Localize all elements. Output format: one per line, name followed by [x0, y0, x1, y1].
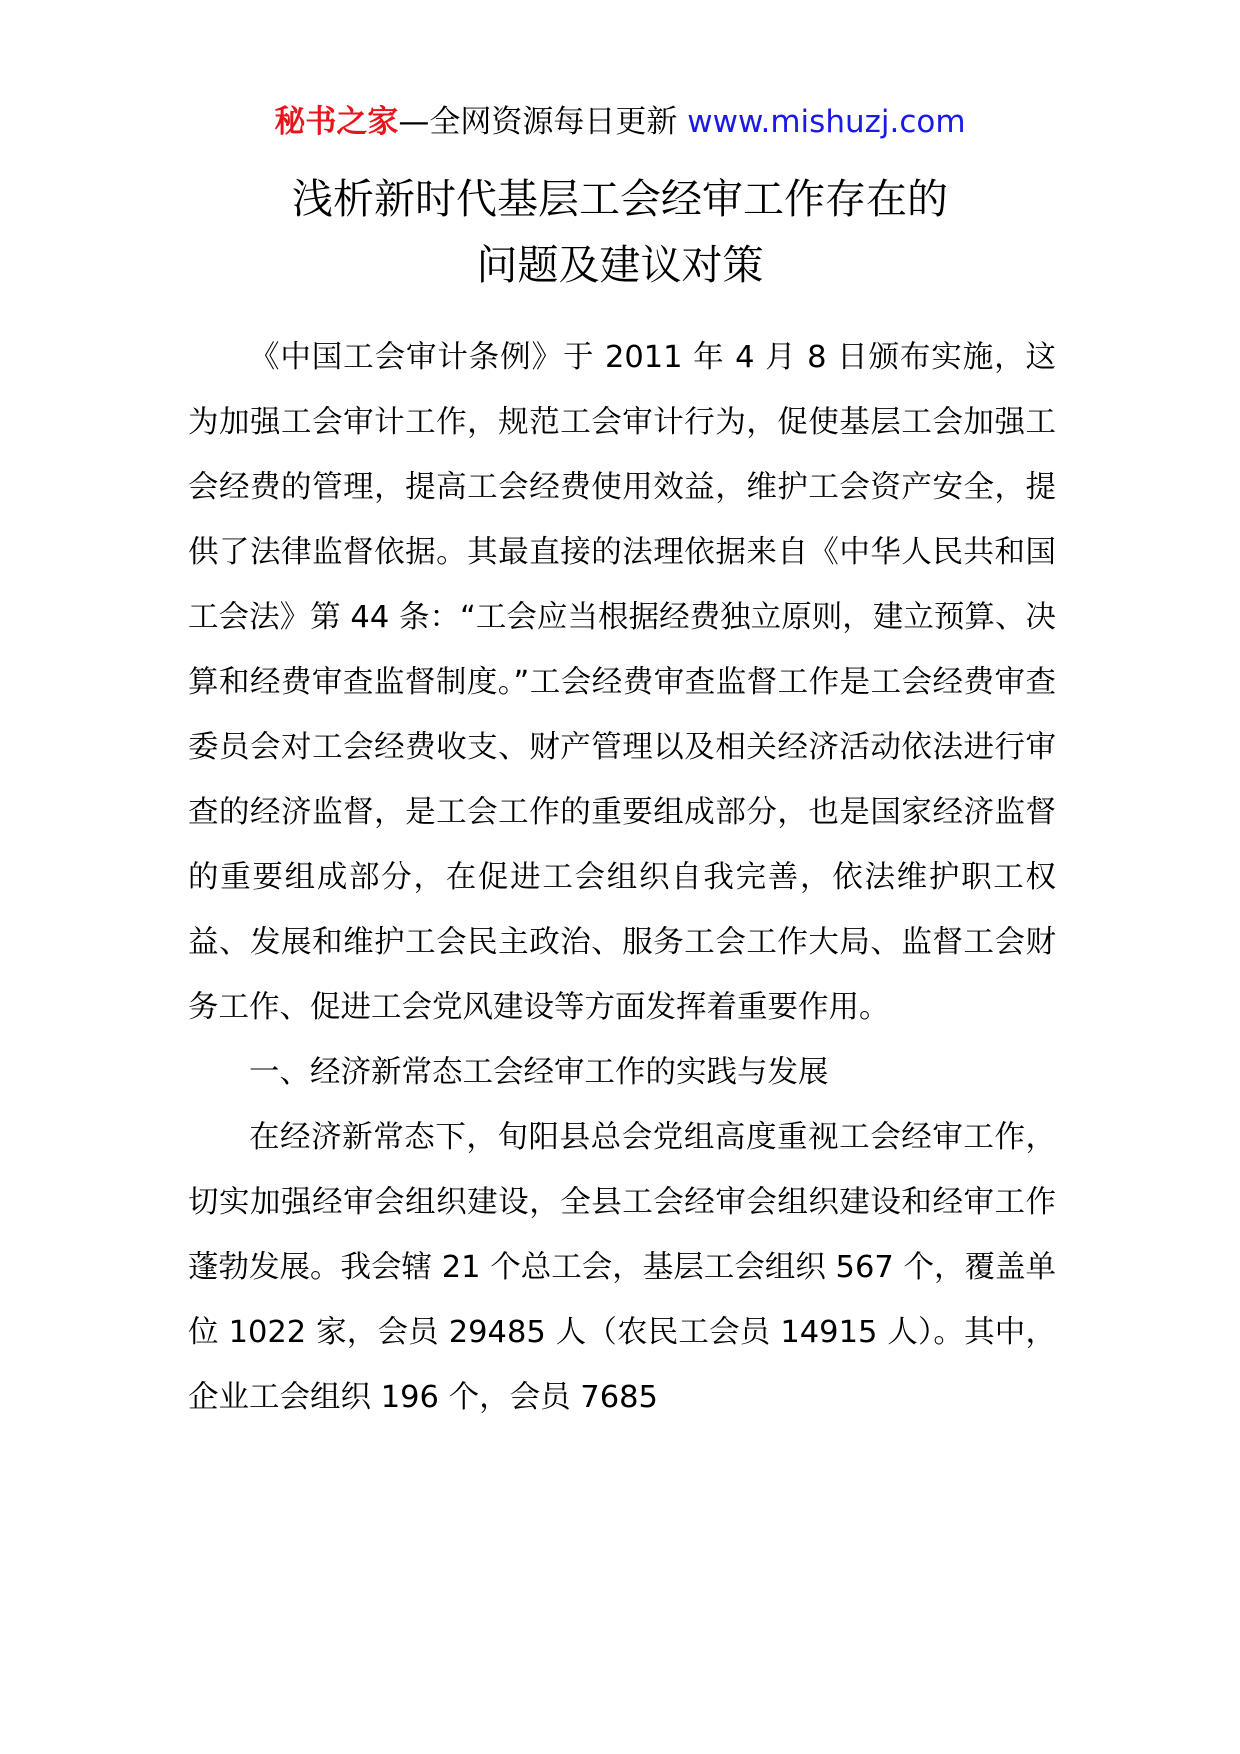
title-line-2: 问题及建议对策 — [476, 241, 764, 289]
intro-paragraph: 《中国工会审计条例》于 2011 年 4 月 8 日颁布实施，这为加强工会审计工作，规范工会审计行为，促使基层工会加强工会经费的管理，提高工会经费使用效益，维护工会资产安全，提供了法律监督依据。其最直接的法理依据来自《中华人民共和国工会法》第 44 条：“工会应当根据经费独立原则，建立预算、决算和经费审查监督制度。”工会经费审查监督工作是工会经费审查委员会对工会经费收支、财产管理以及相关经济活动依法进行审查的经济监督，是工会工作的重要组成部分，也是国家经济监督的重要组成部分，在促进工会组织自我完善，依法维护职工权益、发展和维护工会民主政治、服务工会工作大局、监督工会财务工作、促进工会党风建设等方面发挥着重要作用。 — [188, 340, 1056, 1025]
document-title — [0, 166, 1240, 298]
section-heading-1: 一、经济新常态工会经审工作的实践与发展 — [249, 1055, 829, 1090]
document-body — [188, 325, 1056, 1430]
section-1-paragraph: 在经济新常态下，旬阳县总会党组高度重视工会经审工作，切实加强经审会组织建设，全县工会经审会组织建设和经审工作蓬勃发展。我会辖 21 个总工会，基层工会组织 567 个，覆盖单位 1022 家，会员 29485 人（农民工会员 14915 人）。其中，企业工会组织 196 个，会员 7685 — [188, 1120, 1056, 1415]
site-tagline: —全网资源每日更新 — [398, 104, 678, 140]
site-brand: 秘书之家 — [274, 104, 399, 140]
site-header — [0, 102, 1240, 142]
title-line-1: 浅析新时代基层工会经审工作存在的 — [292, 175, 948, 223]
site-url-link[interactable]: www.mishuzj.com — [687, 104, 966, 140]
